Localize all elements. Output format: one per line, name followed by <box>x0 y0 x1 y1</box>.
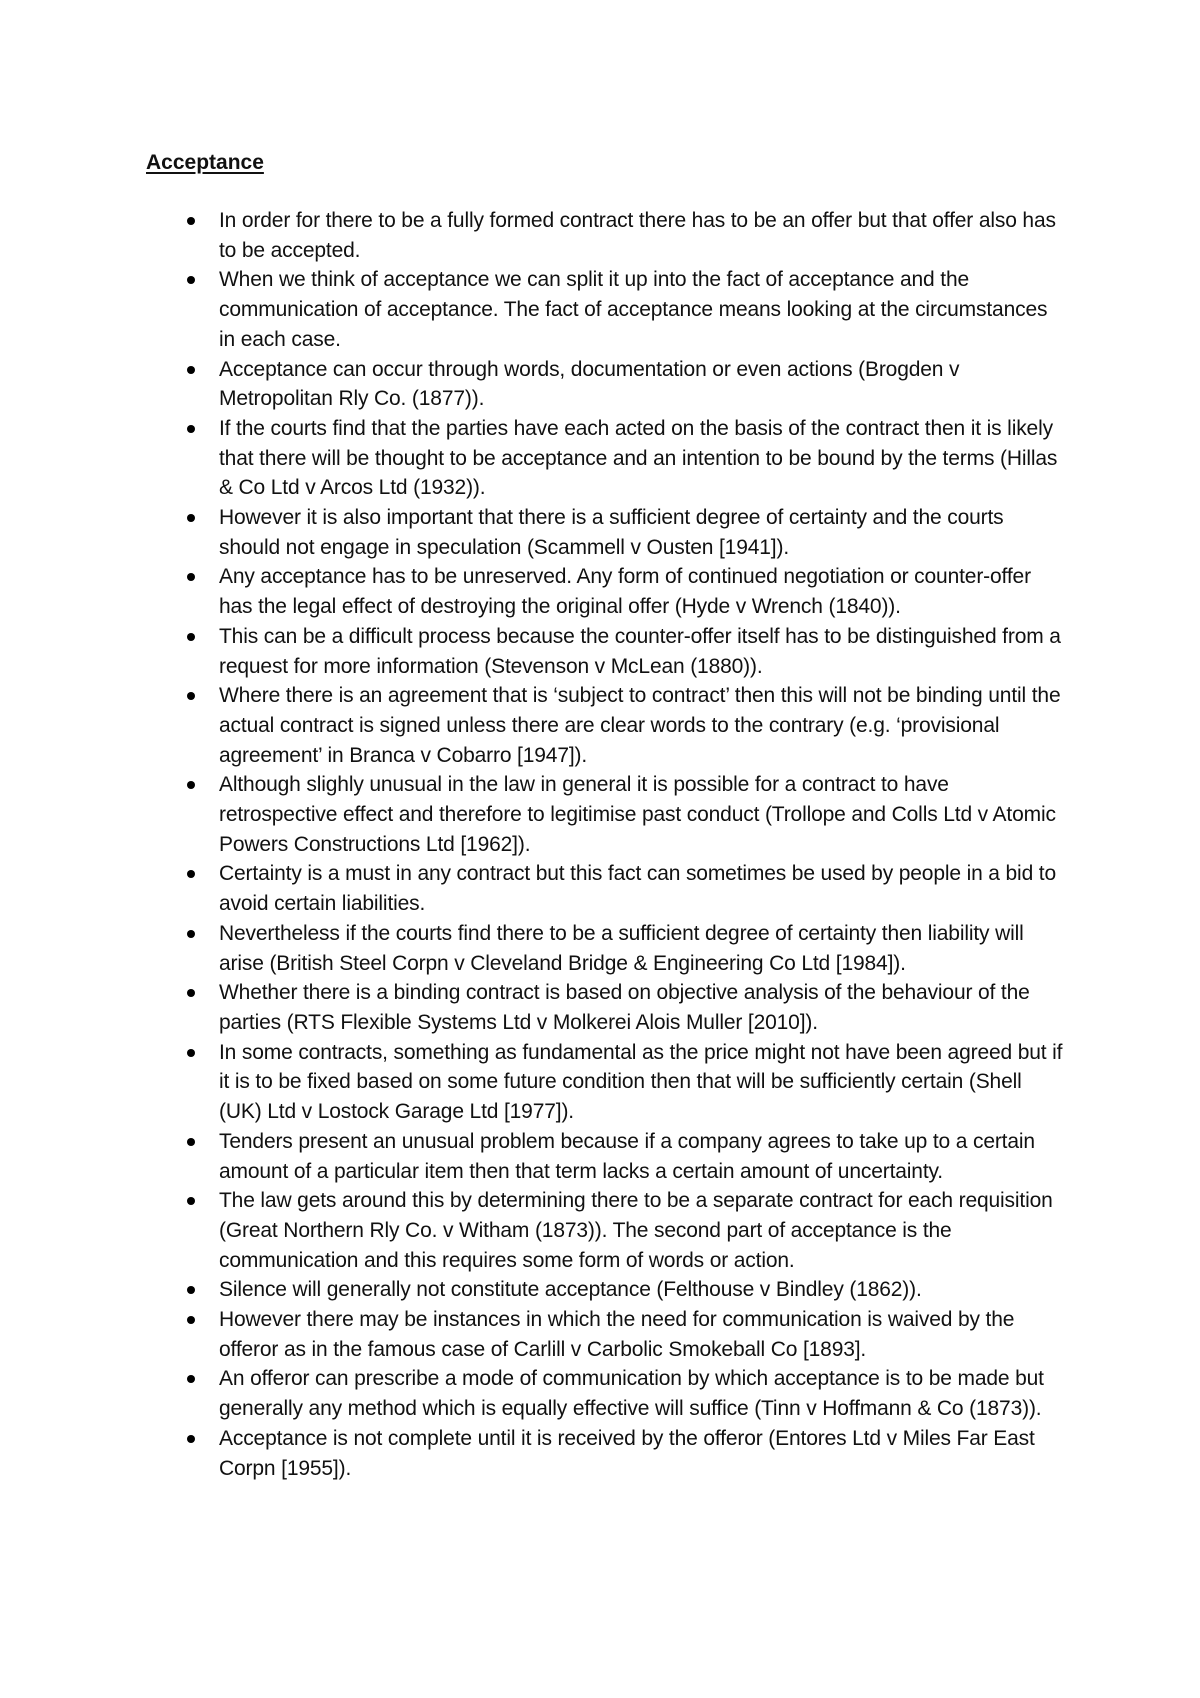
list-item-text: In some contracts, something as fundamental as the price might not have been agreed but if it is to be fixed based on some future condition then that will be sufficiently certain (Shell (UK) Ltd v Lostock Garage Ltd [1977]). <box>219 1040 1063 1124</box>
bullet-icon <box>187 1316 195 1324</box>
list-item-text: Nevertheless if the courts find there to be a sufficient degree of certainty then liability will arise (British Steel Corpn v Cleveland Bridge & Engineering Co Ltd [1984]). <box>219 921 1024 975</box>
bullet-icon <box>187 1375 195 1383</box>
list-item <box>219 622 1069 681</box>
list-item <box>219 681 1069 770</box>
list-item <box>219 919 1069 978</box>
list-item <box>219 1127 1069 1186</box>
list-item-text: Where there is an agreement that is ‘subject to contract’ then this will not be binding until the actual contract is signed unless there are clear words to the contrary (e.g. ‘provisional agreement’ in Branca v Cobarro [1947]). <box>219 684 1061 767</box>
list-item-text: The law gets around this by determining there to be a separate contract for each requisition (Great Northern Rly Co. v Witham (1873)). The second part of acceptance is the communication and this requires some form of words or action. <box>219 1189 1053 1272</box>
bullet-icon <box>187 1286 195 1294</box>
bullet-icon <box>187 1435 195 1443</box>
list-item <box>219 355 1069 414</box>
document-title: Acceptance <box>146 151 264 174</box>
bullet-icon <box>187 217 195 225</box>
list-item <box>219 859 1069 918</box>
list-item <box>219 1038 1069 1127</box>
bullet-icon <box>187 366 195 374</box>
bullet-icon <box>187 514 195 522</box>
list-item <box>219 414 1069 503</box>
list-item-text: An offeror can prescribe a mode of communication by which acceptance is to be made but generally any method which is equally effective will suffice (Tinn v Hoffmann & Co (1873)). <box>219 1367 1044 1421</box>
list-item-text: Acceptance can occur through words, documentation or even actions (Brogden v Metropolitan Rly Co. (1877)). <box>219 357 960 411</box>
list-item-text: However there may be instances in which the need for communication is waived by the offeror as in the famous case of Carlill v Carbolic Smokeball Co [1893]. <box>219 1308 1015 1361</box>
bullet-icon <box>187 1049 195 1057</box>
list-item-text: Silence will generally not constitute acceptance (Felthouse v Bindley (1862)). <box>219 1278 922 1302</box>
bullet-list <box>0 206 1200 1483</box>
bullet-icon <box>187 1138 195 1146</box>
list-item <box>219 562 1069 621</box>
list-item <box>219 1186 1069 1275</box>
list-item-text: Tenders present an unusual problem because if a company agrees to take up to a certain amount of a particular item then that term lacks a certain amount of uncertainty. <box>219 1129 1035 1183</box>
list-item-text: Whether there is a binding contract is based on objective analysis of the behaviour of the parties (RTS Flexible Systems Ltd v Molkerei Alois Muller [2010]). <box>219 981 1030 1034</box>
list-item-text: When we think of acceptance we can split it up into the fact of acceptance and the communication of acceptance. The fact of acceptance means looking at the circumstances in each case. <box>219 268 1048 351</box>
list-item <box>219 1275 1069 1305</box>
bullet-icon <box>187 989 195 997</box>
list-item <box>219 1364 1069 1423</box>
list-item <box>219 1305 1069 1364</box>
bullet-icon <box>187 276 195 284</box>
list-item-text: Any acceptance has to be unreserved. Any form of continued negotiation or counter-offer has the legal effect of destroying the original offer (Hyde v Wrench (1840)). <box>219 565 1031 619</box>
list-item-text: Certainty is a must in any contract but this fact can sometimes be used by people in a bid to avoid certain liabilities. <box>219 862 1056 916</box>
bullet-icon <box>187 781 195 789</box>
list-item-text: Although slighly unusual in the law in general it is possible for a contract to have retrospective effect and therefore to legitimise past conduct (Trollope and Colls Ltd v Atomic Powers Constructions Ltd [1962]). <box>219 773 1056 856</box>
bullet-icon <box>187 425 195 433</box>
list-item <box>219 1424 1069 1483</box>
bullet-icon <box>187 870 195 878</box>
list-item <box>219 978 1069 1037</box>
bullet-icon <box>187 692 195 700</box>
list-item-text: If the courts find that the parties have each acted on the basis of the contract then it is likely that there will be thought to be acceptance and an intention to be bound by the terms (Hillas & Co Ltd v Arcos Ltd (1932)). <box>219 416 1058 500</box>
list-item-text: However it is also important that there is a sufficient degree of certainty and the courts should not engage in speculation (Scammell v Ousten [1941]). <box>219 506 1004 559</box>
list-item-text: In order for there to be a fully formed contract there has to be an offer but that offer also has to be accepted. <box>219 209 1056 262</box>
list-item <box>219 265 1069 354</box>
list-item-text: This can be a difficult process because the counter-offer itself has to be distinguished from a request for more information (Stevenson v McLean (1880)). <box>219 624 1061 678</box>
bullet-icon <box>187 633 195 641</box>
list-item-text: Acceptance is not complete until it is received by the offeror (Entores Ltd v Miles Far East Corpn [1955]). <box>219 1426 1035 1480</box>
bullet-icon <box>187 930 195 938</box>
bullet-icon <box>187 1197 195 1205</box>
list-item <box>219 770 1069 859</box>
list-item <box>219 503 1069 562</box>
bullet-icon <box>187 573 195 581</box>
list-item <box>219 206 1069 265</box>
